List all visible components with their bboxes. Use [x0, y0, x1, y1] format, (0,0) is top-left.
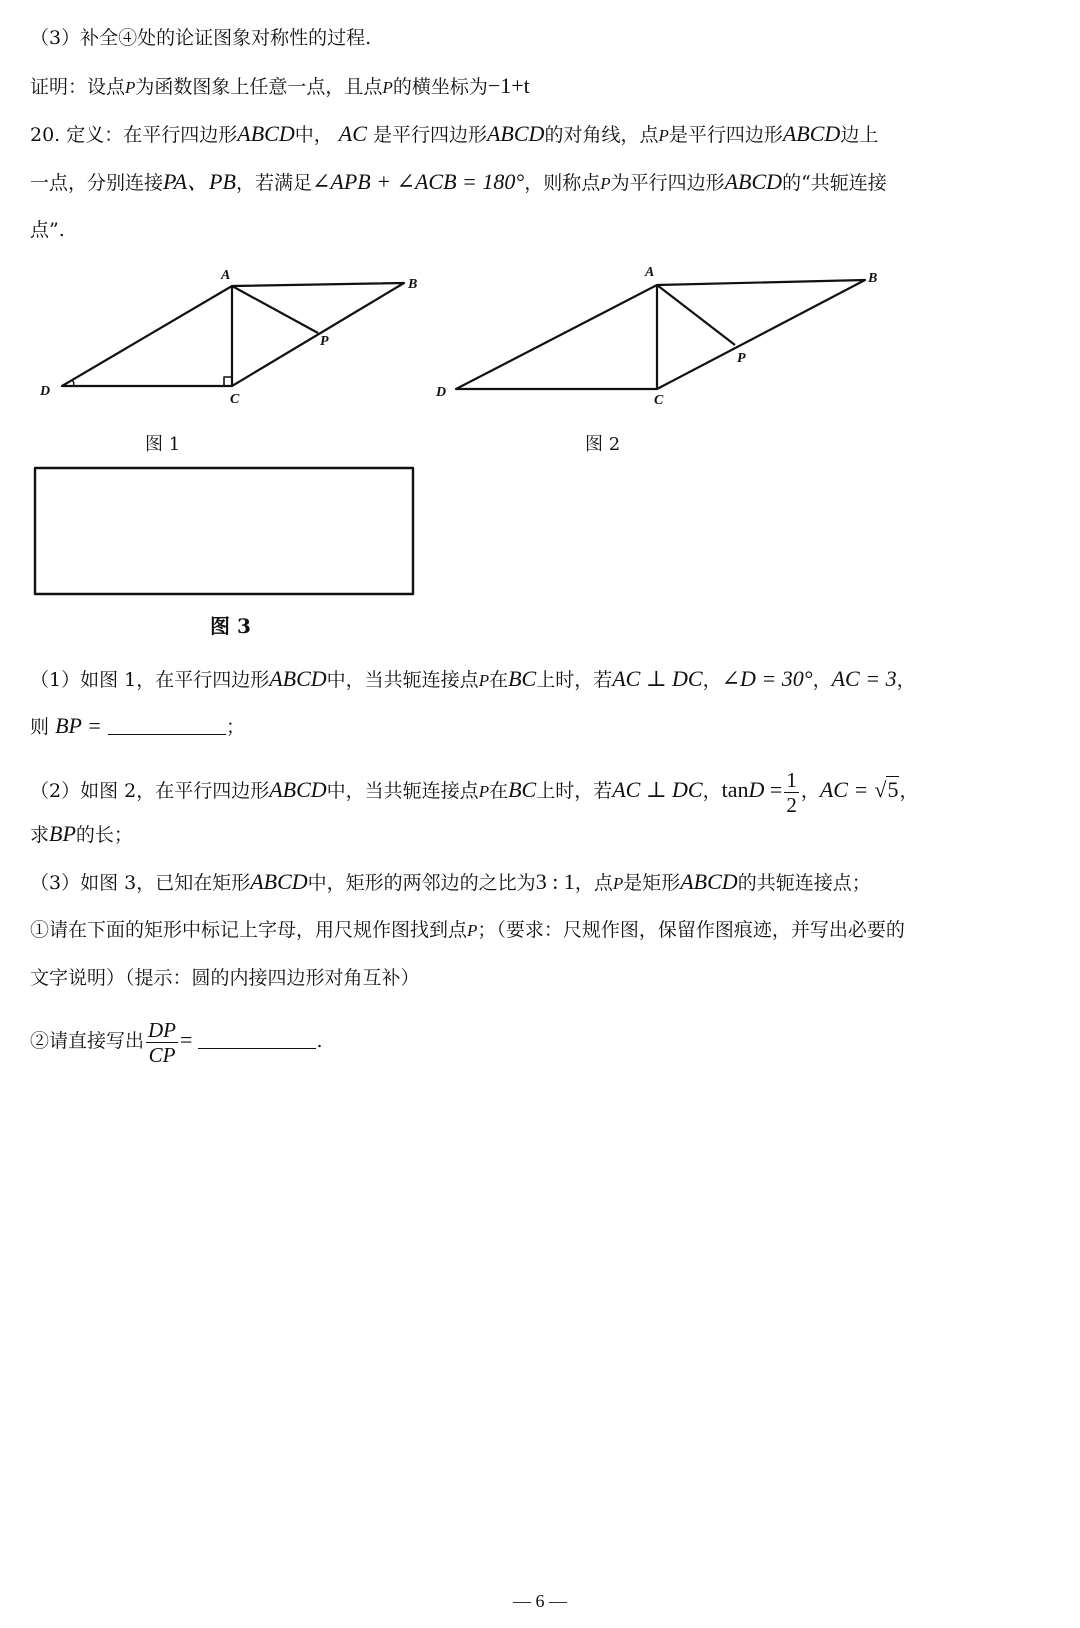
fig1-label-p: P [320, 334, 329, 349]
fig2-label-c: C [654, 393, 664, 408]
fig3-rectangle [35, 468, 413, 594]
part3-item1-line1: ①请在下面的矩形中标记上字母，用尺规作图找到点P；（要求：尺规作图，保留作图痕迹，并写出必要的 [30, 919, 905, 941]
part1-line2: 则 BP = ； [30, 713, 245, 738]
part3-item2-line: ②请直接写出 $\frac{DP}{CP}$ = . [30, 1017, 323, 1067]
answer-blank-ratio[interactable] [198, 1030, 316, 1049]
q20-definition-line3: 点”. [30, 219, 65, 241]
part2-line1: （2）如图 2，在平行四边形ABCD中，当共轭连接点P在BC上时，若AC ⊥ DC，tanD = $\frac{1}{2}$ ，AC = √5， [30, 767, 919, 817]
figures-svg [0, 0, 1080, 650]
fig2-label-b: B [868, 271, 878, 286]
part2-line2: 求BP的长； [30, 821, 133, 846]
fig2-label-a: A [645, 265, 655, 280]
fig2-caption: 图 2 [585, 434, 621, 455]
fig1-label-d: D [40, 384, 51, 399]
fig2-segment-ap [657, 285, 735, 345]
part1-line1: （1）如图 1，在平行四边形ABCD中，当共轭连接点P在BC上时，若AC ⊥ DC，∠D = 30°，AC = 3， [30, 666, 916, 691]
fig1-right-angle-mark [224, 377, 232, 386]
answer-blank-bp[interactable] [108, 716, 226, 735]
fraction-dp-over-cp: $\frac{DP}{CP}$ [148, 1017, 177, 1067]
q19-proof-line: 证明：设点P为函数图象上任意一点，且点P的横坐标为−1+t [30, 73, 530, 98]
fig3-caption: 图 3 [210, 614, 251, 638]
q20-definition-line2: 一点，分别连接PA、PB，若满足∠APB + ∠ACB = 180°，则称点P为平行四边形ABCD的“共轭连接 [30, 169, 887, 194]
page-number: — 6 — [513, 1591, 567, 1611]
fig2-label-d: D [436, 385, 447, 400]
fraction-one-half: $\frac{1}{2}$ [786, 767, 797, 817]
part3-line1: （3）如图 3，已知在矩形ABCD中，矩形的两邻边的之比为3 : 1，点P是矩形ABCD的共轭连接点； [30, 869, 871, 894]
q20-definition-line1: 20. 定义：在平行四边形ABCD中， AC 是平行四边形ABCD的对角线，点P是平行四边形ABCD边上 [30, 121, 879, 146]
fig1-label-b: B [408, 277, 418, 292]
fig2-label-p: P [737, 351, 746, 366]
sqrt-five: √5 [874, 777, 899, 802]
fig1-label-c: C [230, 392, 240, 407]
fig1-label-a: A [221, 268, 231, 283]
fig1-caption: 图 1 [145, 434, 181, 455]
q19-part3-line: （3）补全④处的论证图象对称性的过程. [30, 27, 372, 49]
fig1-segment-ap [232, 286, 318, 333]
fig2-parallelogram [456, 280, 865, 389]
part3-item1-line2: 文字说明）（提示：圆的内接四边形对角互补） [30, 967, 420, 989]
